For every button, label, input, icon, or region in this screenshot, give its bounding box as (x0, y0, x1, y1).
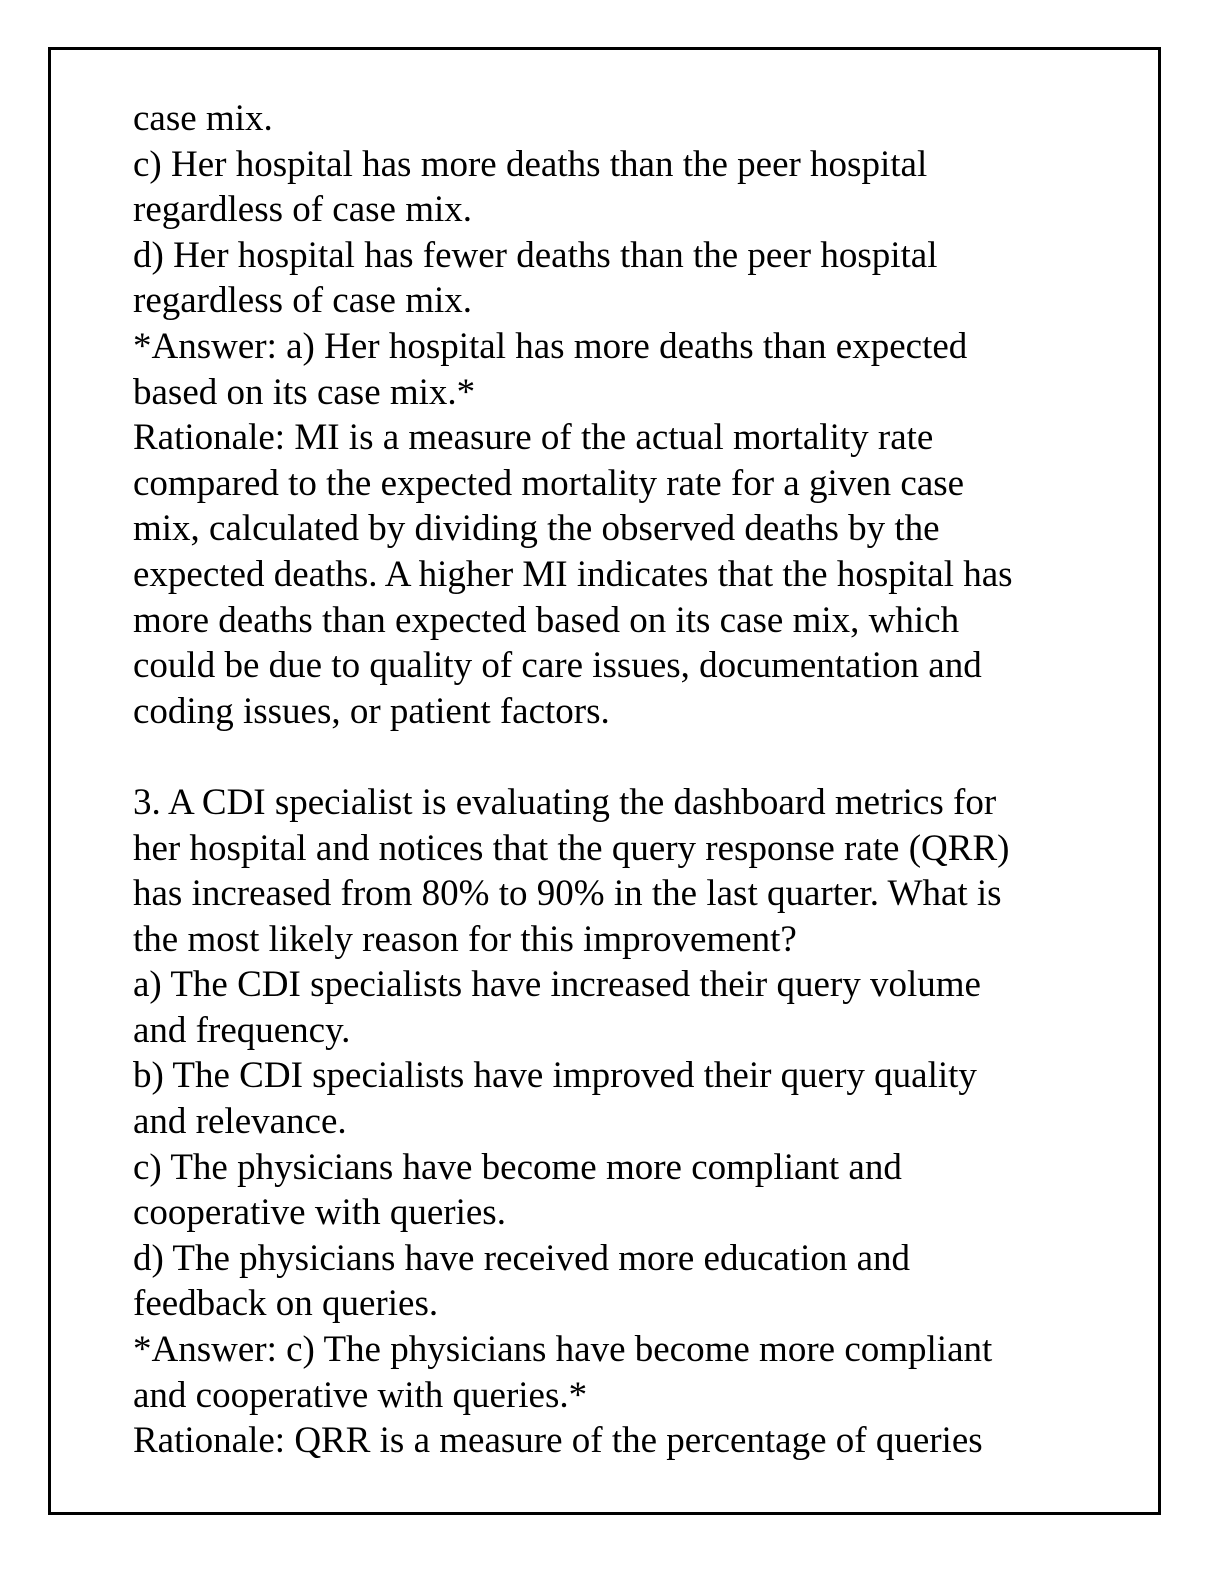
text-line: could be due to quality of care issues, documentation and (133, 645, 982, 687)
text-line: compared to the expected mortality rate for a given case (133, 462, 965, 504)
text-line: expected deaths. A higher MI indicates that the hospital has (133, 553, 1013, 595)
text-line: mix, calculated by dividing the observed deaths by the (133, 508, 940, 550)
option-c-line: c) Her hospital has more deaths than the peer hospital (133, 143, 928, 185)
answer-line: *Answer: a) Her hospital has more deaths than expected (133, 325, 968, 367)
text-line: the most likely reason for this improvement? (133, 918, 797, 960)
option-d-line: d) Her hospital has fewer deaths than the peer hospital (133, 234, 938, 276)
paragraph-gap (133, 734, 1133, 780)
question-line: 3. A CDI specialist is evaluating the dashboard metrics for (133, 781, 997, 823)
text-line: has increased from 80% to 90% in the last quarter. What is (133, 873, 1002, 915)
text-line: regardless of case mix. (133, 280, 473, 322)
text-line: her hospital and notices that the query response rate (QRR) (133, 827, 1010, 869)
text-line: feedback on queries. (133, 1283, 439, 1325)
text-line: cooperative with queries. (133, 1192, 506, 1234)
text-line: based on its case mix.* (133, 371, 476, 413)
option-b-line: b) The CDI specialists have improved their query quality (133, 1055, 977, 1097)
rationale-line: Rationale: MI is a measure of the actual mortality rate (133, 417, 934, 459)
text-line: and frequency. (133, 1009, 351, 1051)
option-d-line: d) The physicians have received more education and (133, 1237, 911, 1279)
rationale-line: Rationale: QRR is a measure of the percentage of queries (133, 1420, 983, 1462)
text-line: coding issues, or patient factors. (133, 690, 610, 732)
text-line: and cooperative with queries.* (133, 1374, 588, 1416)
answer-line: *Answer: c) The physicians have become more compliant (133, 1329, 993, 1371)
option-a-line: a) The CDI specialists have increased their query volume (133, 964, 981, 1006)
text-line: regardless of case mix. (133, 189, 473, 231)
option-c-line: c) The physicians have become more compliant and (133, 1146, 902, 1188)
document-body (133, 96, 1133, 1464)
text-line: and relevance. (133, 1101, 347, 1143)
text-line: case mix. (133, 98, 273, 139)
text-line: more deaths than expected based on its case mix, which (133, 599, 960, 641)
